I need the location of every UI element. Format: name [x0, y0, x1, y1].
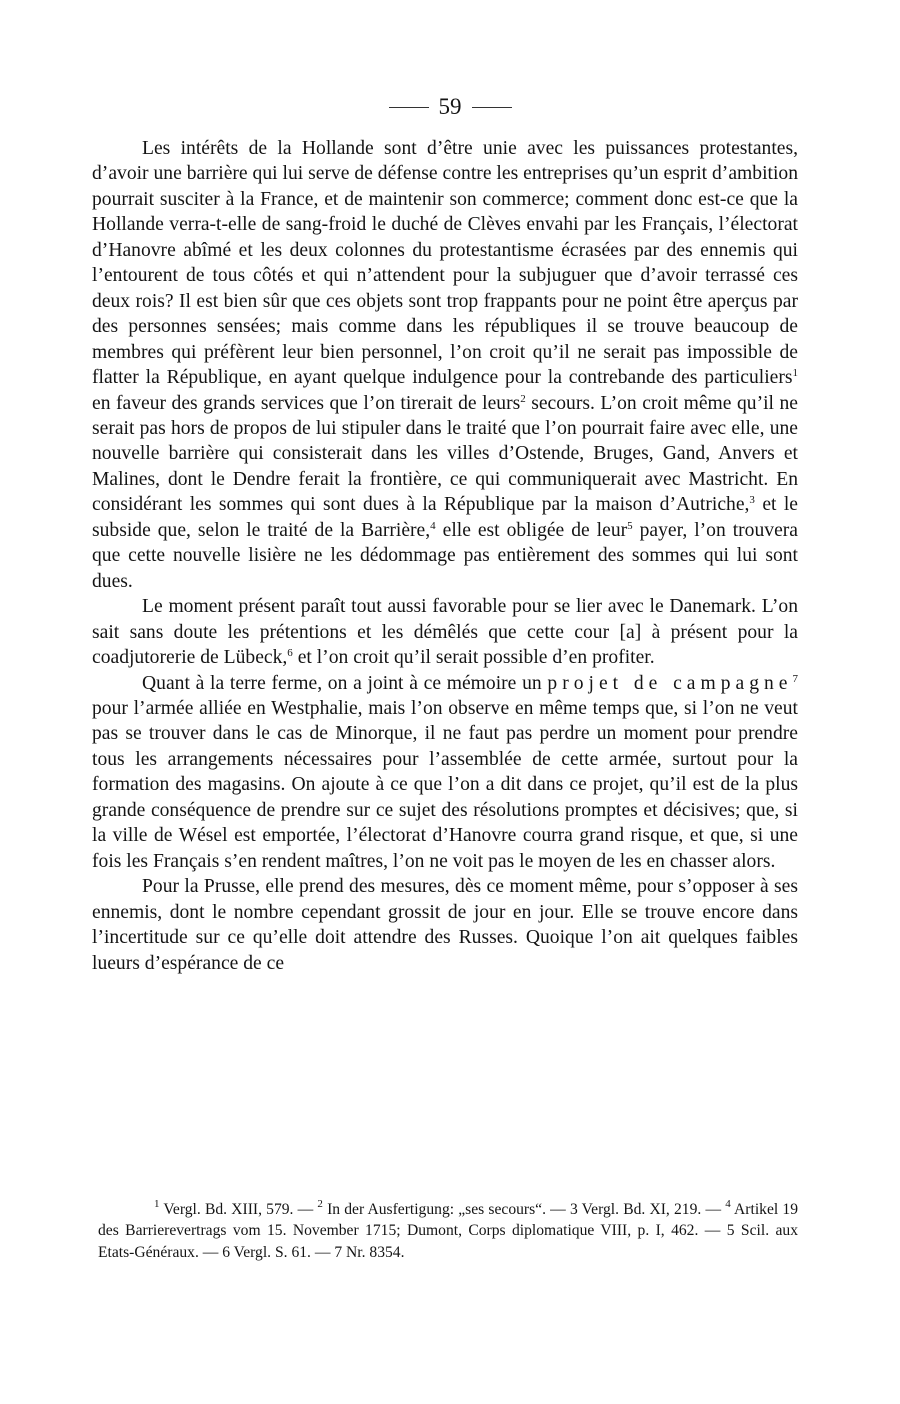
text-run: pour l’armée alliée en Westphalie, mais l’on observe en même temps que, si l’on ne veut pas se trouver dans le cas de Minorque, il ne faut pas perdre un moment pour prendre tous les arrangements nécessaires pour l’assemblée de cette armée, surtout pour la formation des magasins. On ajoute à ce que l’on a dit dans ce projet, qu’il est de la plus grande conséquence de prendre sur ce sujet des résolutions promptes et décisives; que, si la ville de Wésel est emportée, l’électorat d’Hanovre courra grand risque, et que, si une fois les Français s’en rendent maîtres, l’on ne voit pas le moyen de les en chasser alors. — [92, 697, 798, 872]
text-run: Quant à la terre ferme, on a joint à ce mémoire un — [142, 672, 548, 694]
text-run: et le subside que, selon le traité de la Barrière, — [92, 494, 799, 541]
text-run: Vergl. Bd. XIII, 579. — — [159, 1201, 318, 1218]
footnote-marker: 1 — [792, 367, 798, 380]
header-rule-left — [389, 107, 429, 108]
footnote-marker: 1 — [154, 1198, 160, 1210]
footnote-marker: 2 — [317, 1198, 323, 1210]
body-text — [92, 136, 798, 976]
footnote-marker: 6 — [287, 647, 293, 660]
page-number: 59 — [438, 94, 462, 119]
footnote-marker: 4 — [430, 519, 436, 532]
text-run: Les intérêts de la Hollande sont d’être unie avec les puissances protestantes, d’avoir une barrière qui lui serve de défense contre les entreprises qu’un esprit d’ambition pourrait susciter à la France, et de maintenir son commerce; comment donc est-ce que la Hollande verra-t-elle de sang-froid le duché de Clèves envahi par les Français, l’électorat d’Hanovre abîmé et les deux colonnes du protestantisme écrasées par des ennemis qui l’entourent de tous côtés et qui n’attendent pour la subjuguer que d’avoir terrassé ces deux rois? Il est bien sûr que ces objets sont trop frappants pour ne point être aperçus par des personnes sensées; mais comme dans les républiques il se trouve beaucoup de membres qui préfèrent leur bien personnel, l’on croit qu’il ne serait pas impossible de flatter la République, en ayant quelque indulgence pour la contrebande des particuliers — [92, 138, 798, 389]
page-header — [0, 92, 900, 122]
footnote-marker: 7 — [792, 672, 798, 685]
paragraph — [92, 594, 798, 670]
spaced-emphasis: projet de campagne — [547, 672, 793, 694]
text-run: elle est obligée de leur — [435, 519, 628, 541]
text-run: payer, l’on trouvera que cette nouvelle lisière ne les dédommage pas entièrement des sommes qui lui sont dues. — [92, 519, 798, 592]
text-run: secours. L’on croit même qu’il ne serait pas hors de propos de lui stipuler dans le traité que l’on pourrait faire avec elle, une nouvelle barrière qui consisterait dans les villes d’Ostende, Bruges, Gand, Anvers et Malines, dont le Dendre ferait la frontière, ce qui communiquerait avec Mastricht. En considérant les sommes qui sont dues à la République par la maison d’Autriche, — [92, 392, 798, 516]
footnote-marker: 3 — [749, 494, 755, 507]
text-run: In der Ausfertigung: „ses secours“. — 3 Vergl. Bd. XI, 219. — — [322, 1201, 726, 1218]
header-rule-right — [472, 107, 512, 108]
paragraph — [92, 874, 798, 976]
footnote-marker: 5 — [627, 519, 633, 532]
footnote-marker: 4 — [725, 1198, 731, 1210]
text-run: Le moment présent paraît tout aussi favorable pour se lier avec le Danemark. L’on sait sans doute les prétentions et les démêlés que cette cour [a] à présent pour la coadjutorerie de Lübeck, — [92, 596, 798, 669]
paragraph — [92, 136, 798, 594]
text-run: Pour la Prusse, elle prend des mesures, dès ce moment même, pour s’opposer à ses ennemis, dont le nombre cependant grossit de jour en jour. Elle se trouve encore dans l’incertitude sur ce qu’elle doit attendre des Russes. Quoique l’on ait quelques faibles lueurs d’espérance de ce — [92, 876, 798, 974]
text-run: et l’on croit qu’il serait possible d’en profiter. — [292, 647, 655, 669]
footnote-marker: 2 — [520, 392, 526, 405]
text-run: en faveur des grands services que l’on tirerait de leurs — [92, 392, 521, 414]
footnote-text — [98, 1199, 798, 1263]
text-run: Artikel 19 des Barrierevertrags vom 15. November 1715; Dumont, Corps diplomatique VIII, p. I, 462. — 5 Scil. aux Etats-Généraux. — 6 Vergl. S. 61. — 7 Nr. 8354. — [98, 1201, 798, 1261]
paragraph — [92, 671, 798, 875]
footnotes — [98, 1199, 798, 1263]
